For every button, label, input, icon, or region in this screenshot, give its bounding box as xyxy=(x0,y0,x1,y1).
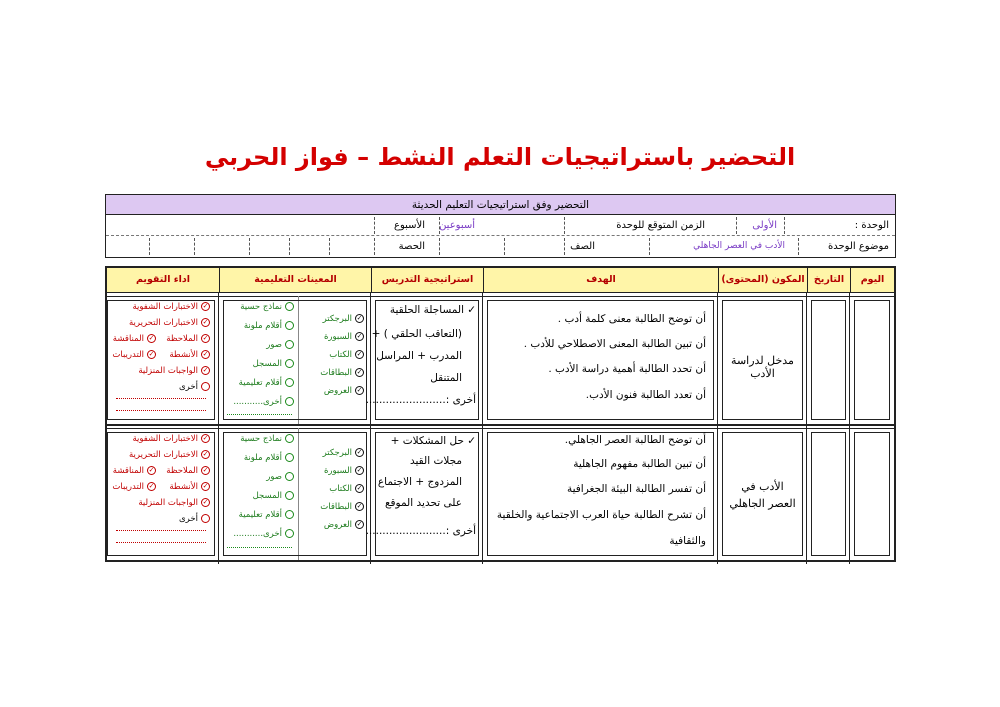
radio-circle-icon xyxy=(285,397,294,406)
check-circle-icon: ✓ xyxy=(356,314,363,322)
radio-circle-icon xyxy=(285,491,294,500)
goal-text: أن تعدد الطالبة فنون الأدب. xyxy=(585,389,706,401)
divider xyxy=(149,238,150,255)
check-circle-icon: ✓ xyxy=(356,502,363,510)
check-circle-icon: ✓ xyxy=(148,482,155,490)
blank-line xyxy=(116,530,206,531)
unit-value: الأولى xyxy=(752,220,777,231)
check-circle-icon: ✓ xyxy=(202,318,209,326)
check-circle-icon: ✓ xyxy=(356,350,363,358)
resource-option[interactable]: صور xyxy=(266,472,294,482)
check-circle-icon: ✓ xyxy=(356,386,363,394)
resource-item: ✓البرجكتر xyxy=(322,448,363,458)
check-circle-icon: ✓ xyxy=(202,366,209,374)
strategy-other: أخرى :........................ xyxy=(365,394,476,406)
row-divider xyxy=(107,428,894,429)
goal-text: أن تشرح الطالبة حياة العرب الاجتماعية والخلقية xyxy=(496,509,706,521)
divider xyxy=(374,217,375,234)
resource-option[interactable]: أقلام تعليمية xyxy=(239,510,294,520)
goal-text: أن توضح الطالبة العصر الجاهلي. xyxy=(564,434,706,446)
header-row-unit xyxy=(106,215,895,236)
evaluation-item: ✓المناقشة xyxy=(112,334,155,344)
expected-time-value: أسبوعين xyxy=(439,220,475,231)
divider xyxy=(439,217,440,234)
goal-text: أن تحدد الطالبة أهمية دراسة الأدب . xyxy=(548,363,706,375)
strategy-other: أخرى :........................ xyxy=(365,525,476,537)
col-head-date: التاريخ xyxy=(807,268,850,292)
col-head-day: اليوم xyxy=(850,268,894,292)
evaluation-item: ✓الأنشطة xyxy=(169,350,209,360)
evaluation-item: ✓المناقشة xyxy=(112,466,155,476)
radio-circle-icon xyxy=(285,359,294,368)
period-label: الحصة xyxy=(398,241,425,252)
resource-item: ✓البطاقات xyxy=(320,368,363,378)
component-text: مدخل لدراسة الأدب xyxy=(731,354,794,380)
radio-circle-icon xyxy=(285,378,294,387)
goal-text: أن تبين الطالبة مفهوم الجاهلية xyxy=(573,458,706,470)
col-head-strategy: استراتيجية التدريس xyxy=(371,268,483,292)
radio-circle-icon xyxy=(201,514,210,523)
goal-text: أن توضح الطالبة معنى كلمة أدب . xyxy=(557,313,706,325)
check-icon: ✓ xyxy=(467,304,476,316)
evaluation-item: ✓الاختبارات التحريرية xyxy=(128,318,209,328)
radio-circle-icon xyxy=(285,434,294,443)
radio-circle-icon xyxy=(285,510,294,519)
resource-option[interactable]: صور xyxy=(266,340,294,350)
check-circle-icon: ✓ xyxy=(148,350,155,358)
resource-item: ✓البرجكتر xyxy=(322,314,363,324)
evaluation-other[interactable]: أخرى xyxy=(179,514,210,524)
blank-line xyxy=(116,410,206,411)
radio-circle-icon xyxy=(201,382,210,391)
divider xyxy=(649,238,650,255)
resource-option[interactable]: أقلام ملونة xyxy=(244,453,294,463)
col-divider xyxy=(806,292,807,564)
resource-option[interactable]: نماذج حسية xyxy=(240,434,294,444)
resource-item: ✓الكتاب xyxy=(329,484,363,494)
strategy-line: المزدوج + الاجتماع xyxy=(377,476,462,488)
resource-option[interactable]: أقلام ملونة xyxy=(244,321,294,331)
resource-item: ✓الكتاب xyxy=(329,350,363,360)
plan-header xyxy=(105,194,896,258)
evaluation-item: ✓الاختبارات الشفوية xyxy=(132,434,209,444)
check-circle-icon: ✓ xyxy=(202,450,209,458)
radio-circle-icon xyxy=(285,453,294,462)
divider xyxy=(798,238,799,255)
radio-circle-icon xyxy=(285,302,294,311)
col-head-resources: المعينات التعليمية xyxy=(219,268,371,292)
evaluation-item: ✓التدريبات xyxy=(112,350,155,360)
evaluation-item: ✓الاختبارات الشفوية xyxy=(132,302,209,312)
strategy-line: ✓حل المشكلات + xyxy=(390,435,476,447)
resource-item: ✓البطاقات xyxy=(320,502,363,512)
col-head-evaluation: اداء التقويم xyxy=(107,268,219,292)
goal-text: والثقافية xyxy=(669,535,706,547)
divider xyxy=(374,238,375,255)
row-divider xyxy=(107,424,894,426)
divider xyxy=(736,217,737,234)
check-circle-icon: ✓ xyxy=(356,484,363,492)
radio-circle-icon xyxy=(285,529,294,538)
class-label: الصف xyxy=(570,241,595,252)
col-divider xyxy=(849,292,850,564)
divider xyxy=(784,217,785,234)
col-divider xyxy=(482,292,483,564)
check-circle-icon: ✓ xyxy=(202,334,209,342)
divider xyxy=(249,238,250,255)
blank-line xyxy=(227,414,292,415)
evaluation-item: ✓الأنشطة xyxy=(169,482,209,492)
resource-item: ✓السبورة xyxy=(323,332,363,342)
resource-option[interactable]: أخرى........... xyxy=(233,529,294,539)
blank-line xyxy=(227,547,292,548)
component-text: الأدب في العصر الجاهلي xyxy=(729,480,796,510)
check-circle-icon: ✓ xyxy=(356,466,363,474)
check-circle-icon: ✓ xyxy=(148,334,155,342)
strategy-line: المدرب + المراسل xyxy=(376,350,462,362)
page-title: التحضير باستراتيجيات التعلم النشط – فواز الحربي xyxy=(204,143,796,171)
resource-option[interactable]: المسجل xyxy=(253,359,294,369)
strategy-line: ✓المساجلة الحلقية xyxy=(389,304,476,316)
col-divider xyxy=(218,292,219,564)
divider xyxy=(289,238,290,255)
header-banner: التحضير وفق استراتيجيات التعليم الحديثة xyxy=(106,195,895,215)
evaluation-item: ✓الملاحظة xyxy=(166,466,209,476)
resource-option[interactable]: أقلام تعليمية xyxy=(239,378,294,388)
check-circle-icon: ✓ xyxy=(356,332,363,340)
check-circle-icon: ✓ xyxy=(202,302,209,310)
check-circle-icon: ✓ xyxy=(356,520,363,528)
check-circle-icon: ✓ xyxy=(202,434,209,442)
divider xyxy=(329,238,330,255)
check-circle-icon: ✓ xyxy=(202,466,209,474)
header-row-topic xyxy=(106,236,895,257)
day-cell xyxy=(854,432,890,556)
check-circle-icon: ✓ xyxy=(202,498,209,506)
radio-circle-icon xyxy=(285,340,294,349)
divider xyxy=(564,217,565,234)
unit-label: الوحدة : xyxy=(854,220,889,231)
strategy-line: المتنقل xyxy=(430,372,462,384)
check-circle-icon: ✓ xyxy=(148,466,155,474)
radio-circle-icon xyxy=(285,321,294,330)
row-divider xyxy=(107,296,894,297)
week-label: الأسبوع xyxy=(393,220,425,231)
blank-line xyxy=(116,398,206,399)
check-icon: ✓ xyxy=(467,435,476,447)
evaluation-item: ✓الملاحظة xyxy=(166,334,209,344)
unit-topic-value: الأدب في العصر الجاهلي xyxy=(693,241,785,251)
divider xyxy=(194,238,195,255)
divider xyxy=(564,238,565,255)
evaluation-item: ✓الواجبات المنزلية xyxy=(138,366,209,376)
evaluation-item: ✓الاختبارات التحريرية xyxy=(128,450,209,460)
resource-item: ✓السبورة xyxy=(323,466,363,476)
unit-topic-label: موضوع الوحدة xyxy=(828,241,889,252)
blank-line xyxy=(116,542,206,543)
check-circle-icon: ✓ xyxy=(356,368,363,376)
divider xyxy=(504,238,505,255)
col-head-component: المكون (المحتوى) xyxy=(718,268,807,292)
goal-text: أن تبين الطالبة المعنى الاصطلاحي للأدب . xyxy=(523,338,706,350)
evaluation-other[interactable]: أخرى xyxy=(179,382,210,392)
evaluation-item: ✓الواجبات المنزلية xyxy=(138,498,209,508)
resource-option[interactable]: المسجل xyxy=(253,491,294,501)
resource-item: ✓العروض xyxy=(323,520,363,530)
check-circle-icon: ✓ xyxy=(356,448,363,456)
goal-text: أن تفسر الطالبة البيئة الجغرافية xyxy=(566,483,706,495)
resource-option[interactable]: أخرى........... xyxy=(233,397,294,407)
col-divider xyxy=(717,292,718,564)
date-cell xyxy=(811,432,846,556)
strategy-line: مجلات القيد xyxy=(410,455,462,467)
col-head-goal: الهدف xyxy=(483,268,718,292)
expected-time-label: الزمن المتوقع للوحدة xyxy=(616,220,705,231)
resource-option[interactable]: نماذج حسية xyxy=(240,302,294,312)
lesson-table xyxy=(105,266,896,562)
row-divider xyxy=(107,292,894,293)
radio-circle-icon xyxy=(285,472,294,481)
strategy-line: (التعاقب الحلقي ) + xyxy=(371,328,462,340)
day-cell xyxy=(854,300,890,420)
resource-item: ✓العروض xyxy=(323,386,363,396)
divider xyxy=(439,238,440,255)
evaluation-item: ✓التدريبات xyxy=(112,482,155,492)
check-circle-icon: ✓ xyxy=(202,482,209,490)
strategy-line: على تحديد الموقع xyxy=(384,497,462,509)
check-circle-icon: ✓ xyxy=(202,350,209,358)
strategy-cell xyxy=(375,432,479,556)
date-cell xyxy=(811,300,846,420)
